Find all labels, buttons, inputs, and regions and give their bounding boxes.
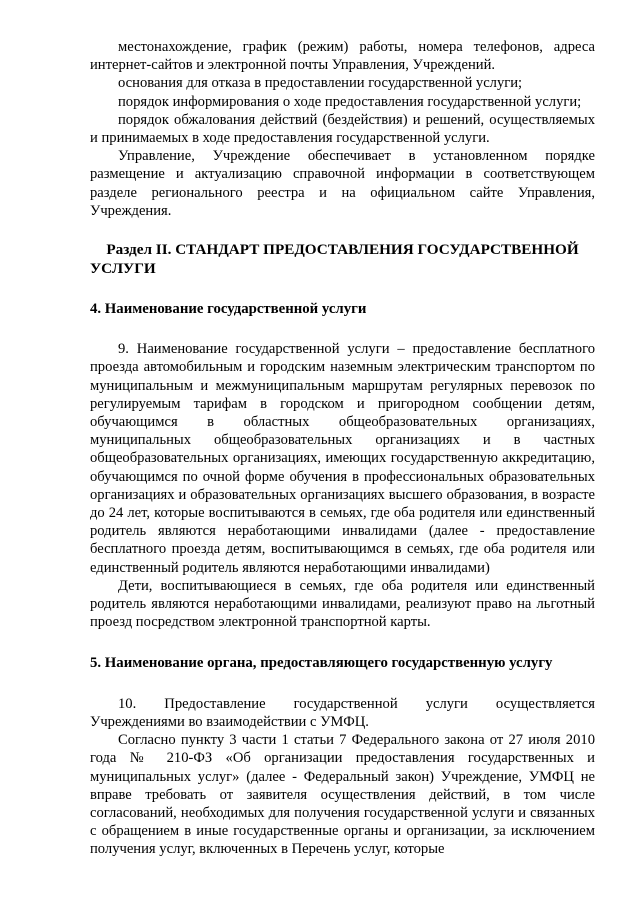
section-title: Раздел II. СТАНДАРТ ПРЕДОСТАВЛЕНИЯ ГОСУДАРСТВЕННОЙ УСЛУГИ bbox=[90, 241, 579, 278]
paragraph-appeal-procedure: порядок обжалования действий (бездействия) и решений, осуществляемых и принимаемых в ходе предоставления государственной услуги. bbox=[90, 111, 595, 147]
paragraph-progress-info: порядок информирования о ходе предоставления государственной услуги; bbox=[118, 93, 582, 110]
paragraph-contacts: местонахождение, график (режим) работы, номера телефонов, адреса интернет-сайтов и электронной почты Управления, Учреждений. bbox=[90, 39, 595, 74]
paragraph-children-right: Дети, воспитывающиеся в семьях, где оба родителя или единственный родитель являются неработающими инвалидами, реализуют право на льготный проезд посредством электронной транспортной карты. bbox=[90, 577, 595, 631]
paragraph-reference-info: Управление, Учреждение обеспечивает в установленном порядке размещение и актуализацию справочной информации в соответствующем разделе регионального реестра и на официальном сайте Управления, Учреждения. bbox=[90, 148, 595, 219]
subsection-5-title: 5. Наименование органа, предоставляющего государственную услугу bbox=[90, 655, 553, 672]
document-page bbox=[90, 38, 595, 859]
paragraph-federal-law: Согласно пункту 3 части 1 статьи 7 Федерального закона от 27 июля 2010 года № 210-ФЗ «Об организации предоставления государственных и муниципальных услуг» (далее - Федеральный закон) Учреждение, УМФЦ не вправе требовать от заявителя осуществления действий, в том числе согласований, необходимых для получения государственной услуги и связанных с обращением в иные государственные органы и организации, за исключением получения услуг, включенных в Перечень услуг, которые bbox=[90, 732, 595, 858]
paragraph-refusal-grounds: основания для отказа в предоставлении государственной услуги; bbox=[118, 75, 523, 92]
subsection-4-title: 4. Наименование государственной услуги bbox=[90, 301, 367, 318]
paragraph-9: 9. Наименование государственной услуги – предоставление бесплатного проезда автомобильным и городским наземным электрическим транспортом по муниципальным и межмуниципальным маршрутам регулярных перевозок по регулируемым тарифам в городском и пригородном сообщении детям, обучающимся в областных общеобразовательных организациях, муниципальных общеобразовательных организациях и в частных общеобразовательных организациях, имеющих государственную аккредитацию, обучающимся по очной форме обучения в профессиональных образовательных организациях и образовательных организациях высшего образования, в возрасте до 24 лет, которые воспитываются в семьях, где оба родителя или единственный родитель являются неработающими инвалидами (далее - предоставление бесплатного проезда детям, воспитывающимся в семьях, где оба родителя или единственный родитель являются неработающими инвалидами) bbox=[90, 341, 595, 576]
paragraph-10: 10. Предоставление государственной услуги осуществляется Учреждениями во взаимодействии с УМФЦ. bbox=[90, 695, 595, 730]
